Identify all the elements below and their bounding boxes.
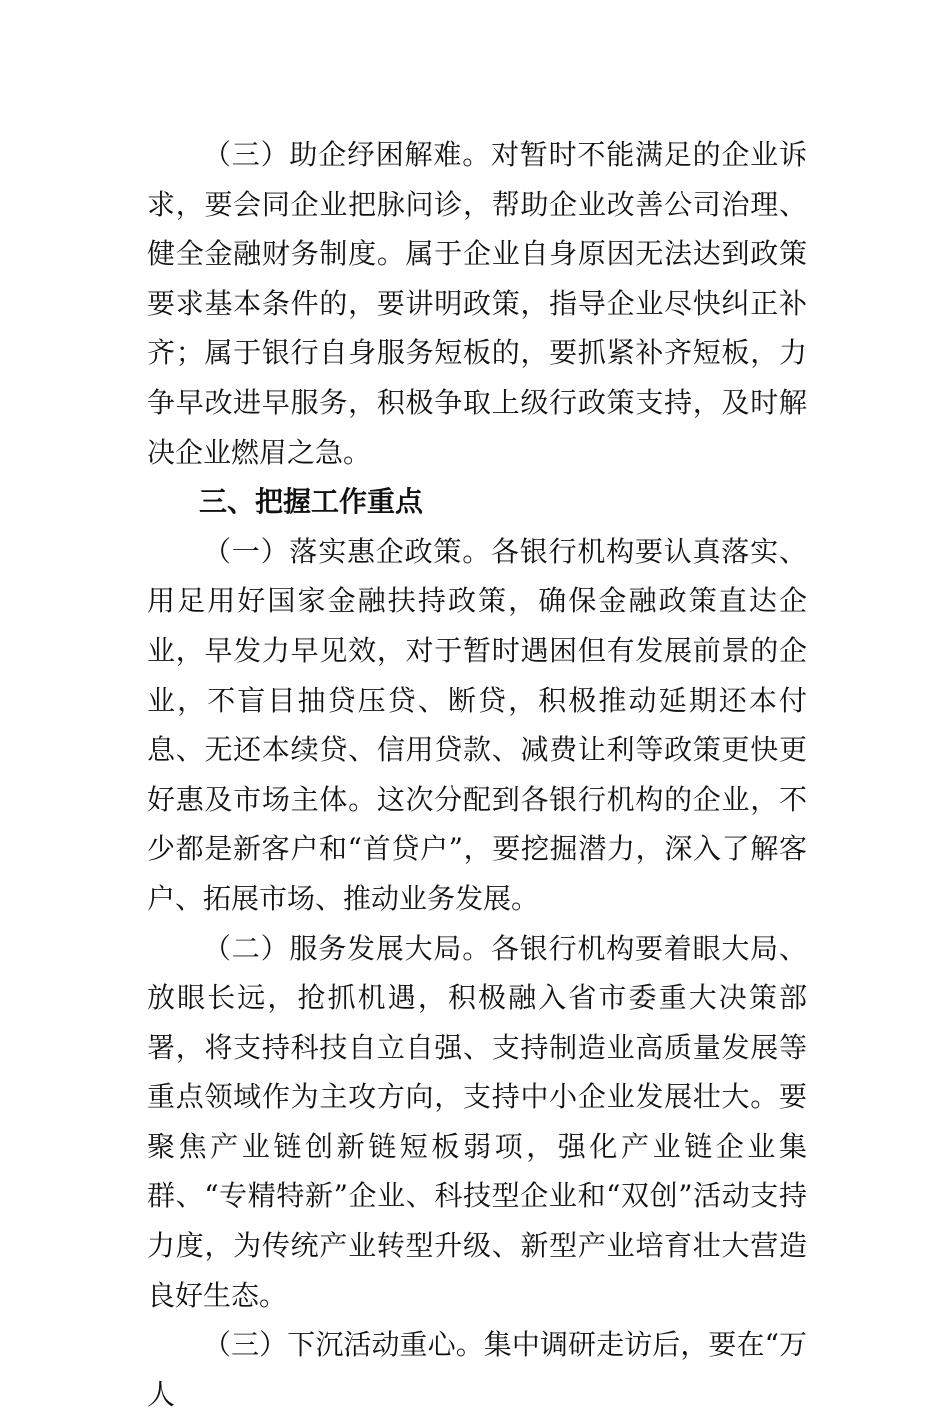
paragraph-implement-policies: （一）落实惠企政策。各银行机构要认真落实、用足用好国家金融扶持政策，确保金融政策直达企业，早发力早见效，对于暂时遇困但有发展前景的企业，不盲目抽贷压贷、断贷，积极推动延期还本付息、无还本续贷、信用贷款、减费让利等政策更快更好惠及市场主体。这次分配到各银行机构的企业，不少都是新客户和“首贷户”，要挖掘潜力，深入了解客户、拓展市场、推动业务发展。 xyxy=(147,534,807,915)
section-heading-work-priorities: 三、把握工作重点 xyxy=(199,485,424,519)
document-body xyxy=(147,130,807,1419)
paragraph-serve-development: （二）服务发展大局。各银行机构要着眼大局、放眼长远，抢抓机遇，积极融入省市委重大决策部署，将支持科技自立自强、支持制造业高质量发展等重点领域作为主攻方向，支持中小企业发展壮大。要聚焦产业链创新链短板弱项，强化产业链企业集群、“专精特新”企业、科技型企业和“双创”活动支持力度，为传统产业转型升级、新型产业培育壮大营造良好生态。 xyxy=(147,931,807,1312)
paragraph-shift-focus: （三）下沉活动重心。集中调研走访后，要在“万人 xyxy=(147,1328,807,1411)
paragraph-assist-enterprises: （三）助企纾困解难。对暂时不能满足的企业诉求，要会同企业把脉问诊，帮助企业改善公司治理、健全金融财务制度。属于企业自身原因无法达到政策要求基本条件的，要讲明政策，指导企业尽快纠正补齐；属于银行自身服务短板的，要抓紧补齐短板，力争早改进早服务，积极争取上级行政策支持，及时解决企业燃眉之急。 xyxy=(147,138,807,469)
